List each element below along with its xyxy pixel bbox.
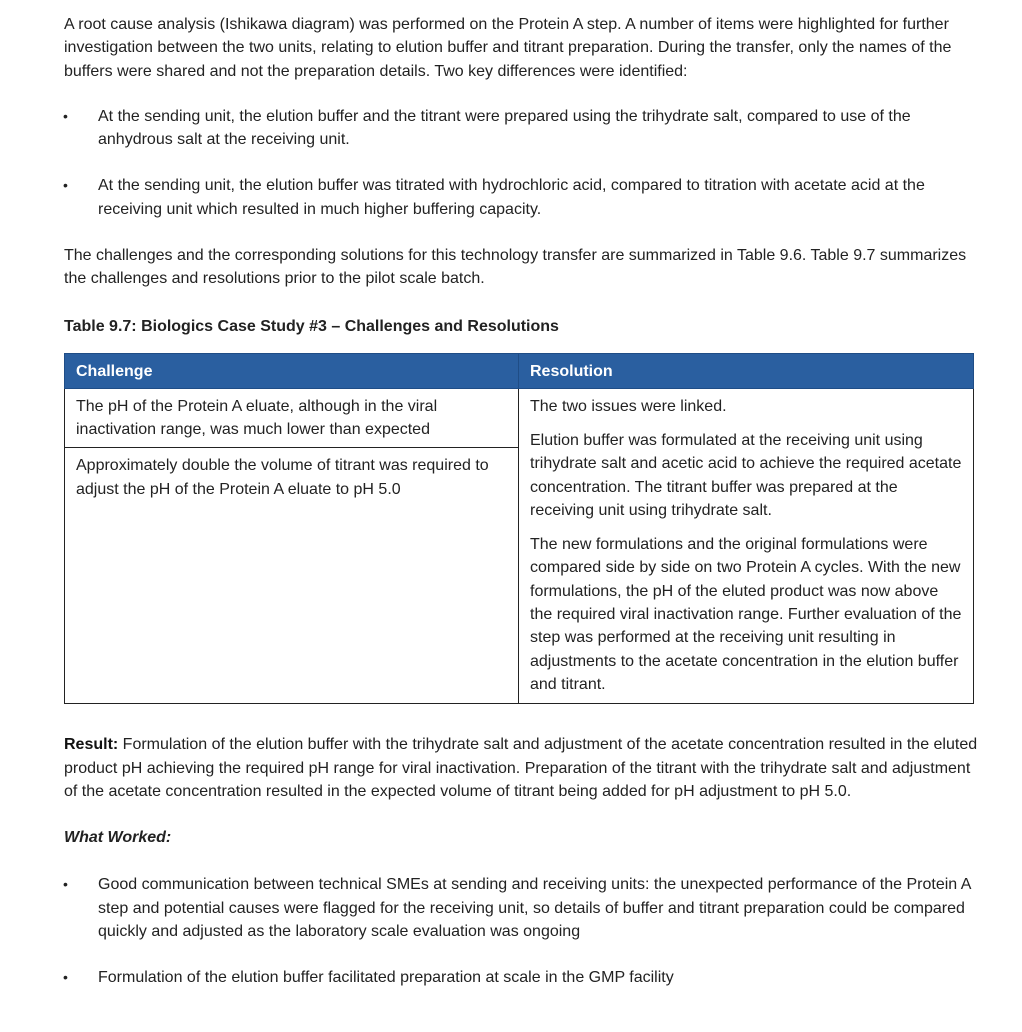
- what-worked-text: Good communication between technical SMEs at sending and receiving units: the unexpected performance of the Protein A step and potential causes were flagged for the receiving unit, so details of buffer and titrant preparation could be compared quickly and adjusted as the laboratory scale evaluation was ongoing: [98, 876, 971, 941]
- table-header-row: [65, 353, 974, 388]
- list-item: [64, 105, 979, 152]
- difference-text: At the sending unit, the elution buffer and the titrant were prepared using the trihydrate salt, compared to use of the anhydrous salt at the receiving unit.: [98, 107, 911, 149]
- resolution-paragraph: Elution buffer was formulated at the receiving unit using trihydrate salt and acetic acid to achieve the required acetate concentration. The titrant buffer was prepared at the receiving unit using trihydrate salt.: [530, 431, 962, 519]
- challenge-item: The pH of the Protein A eluate, although in the viral inactivation range, was much lower than expected: [65, 389, 518, 449]
- list-item: [64, 174, 979, 221]
- what-worked-list: [64, 873, 979, 989]
- challenge-cell: [65, 388, 519, 704]
- what-worked-heading: What Worked:: [64, 829, 172, 847]
- table-row: [65, 388, 974, 704]
- challenge-column-header: Challenge: [65, 353, 519, 388]
- summary-paragraph: The challenges and the corresponding solutions for this technology transfer are summarized in Table 9.6. Table 9.7 summarizes the challenges and resolutions prior to the pilot scale batch.: [64, 247, 967, 288]
- list-item: [64, 873, 979, 943]
- bullet-icon: •: [63, 177, 68, 194]
- result-label: Result:: [64, 736, 119, 754]
- result-paragraph: [64, 733, 979, 803]
- result-text: Formulation of the elution buffer with the trihydrate salt and adjustment of the acetate concentration resulted in the eluted product pH achieving the required pH range for viral inactivation. Preparation of the titrant with the trihydrate salt and adjustment of the acetate concentration resulted in the expected volume of titrant being added for pH adjustment to pH 5.0.: [64, 736, 978, 800]
- difference-text: At the sending unit, the elution buffer was titrated with hydrochloric acid, compared to titration with acetate acid at the receiving unit which resulted in much higher buffering capacity.: [98, 177, 925, 218]
- resolution-cell: [519, 388, 974, 704]
- list-item: [64, 966, 979, 989]
- table-caption: Table 9.7: Biologics Case Study #3 – Challenges and Resolutions: [64, 317, 559, 335]
- resolution-paragraph: The new formulations and the original formulations were compared side by side on two Protein A cycles. With the new formulations, the pH of the eluted product was now above the required viral inactivation range. Further evaluation of the step was performed at the receiving unit resulting in adjustments to the acetate concentration in the elution buffer and titrant.: [530, 536, 962, 693]
- bullet-icon: •: [63, 876, 68, 893]
- challenges-resolutions-table: [64, 353, 974, 705]
- bullet-icon: •: [63, 107, 68, 124]
- resolution-paragraph: The two issues were linked.: [530, 397, 727, 415]
- resolution-column-header: Resolution: [519, 353, 974, 388]
- challenge-item: Approximately double the volume of titrant was required to adjust the pH of the Protein A eluate to pH 5.0: [76, 457, 489, 498]
- intro-paragraph: A root cause analysis (Ishikawa diagram) was performed on the Protein A step. A number of items were highlighted for further investigation between the two units, relating to elution buffer and titrant preparation. During the transfer, only the names of the buffers were shared and not the preparation details. Two key differences were identified:: [64, 16, 952, 80]
- bullet-icon: •: [63, 969, 68, 986]
- document-page: [64, 13, 979, 990]
- what-worked-text: Formulation of the elution buffer facilitated preparation at scale in the GMP facility: [98, 969, 674, 987]
- differences-list: [64, 105, 979, 221]
